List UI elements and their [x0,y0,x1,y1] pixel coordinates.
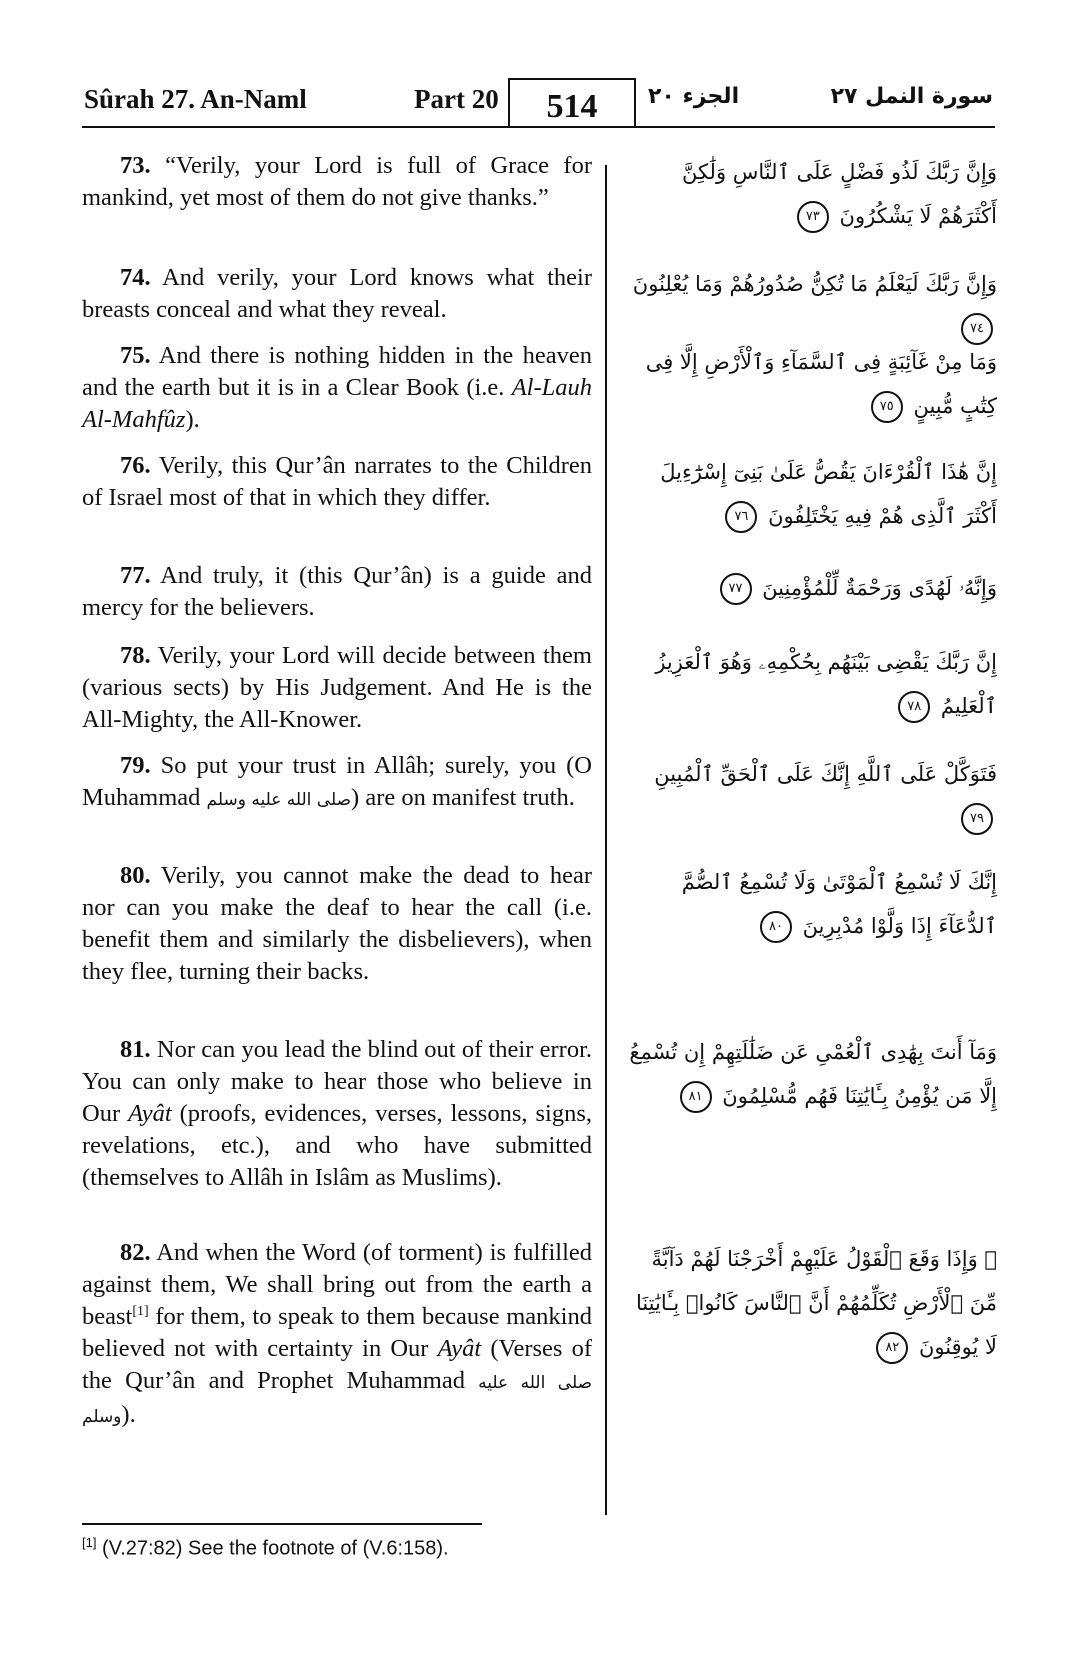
verse-end-marker: ٨١ [680,1081,712,1113]
verse-77-arabic [622,566,997,610]
verse-text: Verily, this Qur’ân narrates to the Children of Israel most of that in which they differ. [82,452,593,511]
verse-italic: Ayât [437,1335,482,1362]
verse-73-english [82,150,592,214]
column-divider [605,165,607,1515]
verse-number: 77. [120,562,151,589]
verse-number: 76. [120,452,151,479]
verse-73-arabic [622,150,997,238]
verse-text: And when the Word (of torment) is fulfilled against them, We shall bring out from the earth a beast [82,1239,593,1330]
verse-76-english [82,450,592,514]
verse-text: Verily, you cannot make the dead to hear nor can you make the deaf to hear the call (i.e. benefit them and similarly the disbelievers), when they flee, turning their backs. [82,862,592,985]
verse-81-english [82,1034,592,1194]
verse-text: (proofs, evidences, verses, lessons, signs, revelations, etc.), and who have submitted (themselves to Allâh in Islâm as Muslims). [82,1100,592,1191]
verse-end-marker: ٧٣ [797,201,829,233]
arabic-text: ۞ وَإِذَا وَقَعَ ٱلْقَوْلُ عَلَيْهِمْ أَخْرَجْنَا لَهُمْ دَآبَّةً مِّنَ ٱلْأَرْضِ تُكَلِّمُهُمْ أَنَّ ٱلنَّاسَ كَانُوا۟ بِـَٔايَٰتِنَا لَا يُوقِنُونَ [635,1247,997,1359]
footnote-reference[interactable]: [1] [132,1303,149,1319]
verse-78-english [82,640,592,736]
verse-text: for them, to speak to them because mankind believed not with certainty in Our [82,1303,592,1362]
arabic-text: إِنَّ هَٰذَا ٱلْقُرْءَانَ يَقُصُّ عَلَىٰ بَنِىٓ إِسْرَٰٓءِيلَ أَكْثَرَ ٱلَّذِى هُمْ فِيهِ يَخْتَلِفُونَ [660,460,997,528]
verse-82-arabic [622,1237,997,1369]
footnote-divider [82,1523,482,1525]
verse-number: 78. [120,642,151,669]
verse-79-arabic [622,752,997,840]
arabic-text: فَتَوَكَّلْ عَلَى ٱللَّهِ إِنَّكَ عَلَى ٱلْحَقِّ ٱلْمُبِينِ [654,762,997,786]
verse-end-marker: ٨٢ [876,1332,908,1364]
verse-78-arabic [622,640,997,728]
verse-text: So put your trust in Allâh; surely, you (O Muhammad [82,752,593,811]
verse-end-marker: ٧٩ [961,803,993,835]
verse-75-arabic [622,340,997,428]
arabic-text: وَإِنَّ رَبَّكَ لَيَعْلَمُ مَا تُكِنُّ صُدُورُهُمْ وَمَا يُعْلِنُونَ [632,272,997,296]
verse-end-marker: ٧٦ [725,501,757,533]
verse-text: And there is nothing hidden in the heaven and the earth but it is in a Clear Book (i.e. [82,342,592,401]
verse-74-arabic [622,262,997,350]
header-surah-title: Sûrah 27. An-Naml [84,84,307,114]
verse-text: ) are on manifest truth. [351,784,575,811]
verse-80-arabic [622,860,997,948]
verse-text: (Verses of the Qur’ân and Prophet Muhammad [82,1335,592,1394]
verse-italic: Ayât [128,1100,172,1127]
footnote [82,1535,449,1561]
footnote-text: (V.27:82) See the footnote of (V.6:158). [102,1537,449,1560]
verse-end-marker: ٧٤ [961,313,993,345]
arabic-text: إِنَّ رَبَّكَ يَقْضِى بَيْنَهُم بِحُكْمِهِۦ وَهُوَ ٱلْعَزِيزُ ٱلْعَلِيمُ [655,650,997,718]
header-juz-arabic: الجزء ٢٠ [648,84,740,109]
pbuh-honorific: صلى الله عليه وسلم [82,1373,593,1427]
verse-text: And truly, it (this Qur’ân) is a guide and mercy for the believers. [82,562,592,621]
verse-number: 73. [120,152,151,179]
verse-italic: Al-Lauh Al-Mahfûz [82,374,592,433]
header-divider [82,126,995,128]
verse-number: 75. [120,342,151,369]
verse-75-english [82,340,592,436]
footnote-mark: [1] [82,1535,97,1550]
verse-text: Verily, your Lord will decide between them (various sects) by His Judgement. And He is the All-Mighty, the All-Knower. [82,642,592,733]
verse-text: ). [121,1401,136,1428]
verse-76-arabic [622,450,997,538]
verse-number: 81. [120,1036,151,1063]
verse-81-arabic [622,1030,997,1118]
verse-82-english [82,1237,592,1433]
verse-end-marker: ٧٧ [720,573,752,605]
arabic-text: إِنَّكَ لَا تُسْمِعُ ٱلْمَوْتَىٰ وَلَا تُسْمِعُ ٱلصُّمَّ ٱلدُّعَآءَ إِذَا وَلَّوْا مُدْبِرِينَ [681,870,997,938]
verse-text: “Verily, your Lord is full of Grace for mankind, yet most of them do not give thanks.” [82,152,592,211]
verse-end-marker: ٧٨ [898,691,930,723]
arabic-text: وَإِنَّ رَبَّكَ لَذُو فَضْلٍ عَلَى ٱلنَّاسِ وَلَٰكِنَّ أَكْثَرَهُمْ لَا يَشْكُرُونَ [681,160,997,228]
verse-number: 79. [120,752,151,779]
verse-79-english [82,750,592,816]
verse-number: 80. [120,862,151,889]
arabic-text: وَإِنَّهُۥ لَهُدًى وَرَحْمَةٌ لِّلْمُؤْمِنِينَ [762,576,997,600]
verse-text: And verily, your Lord knows what their breasts conceal and what they reveal. [82,264,592,323]
verse-80-english [82,860,592,988]
pbuh-honorific: صلى الله عليه وسلم [206,790,352,810]
verse-number: 74. [120,264,151,291]
verse-77-english [82,560,592,624]
arabic-text: وَمَا مِنْ غَآئِبَةٍ فِى ٱلسَّمَآءِ وَٱلْأَرْضِ إِلَّا فِى كِتَٰبٍ مُّبِينٍ [645,350,997,418]
verse-end-marker: ٨٠ [760,911,792,943]
verse-text: Nor can you lead the blind out of their error. You can only make to hear those who believe in Our [82,1036,593,1127]
header-part: Part 20 [414,84,499,114]
page-number: 514 [508,78,636,128]
arabic-text: وَمَآ أَنتَ بِهَٰدِى ٱلْعُمْىِ عَن ضَلَٰلَتِهِمْ إِن تُسْمِعُ إِلَّا مَن يُؤْمِنُ بِـَٔايَٰتِنَا فَهُم مُّسْلِمُونَ [629,1040,997,1108]
header-surah-arabic: سورة النمل ٢٧ [830,84,993,109]
verse-74-english [82,262,592,326]
verse-text: ). [185,406,200,433]
verse-number: 82. [120,1239,151,1266]
verse-end-marker: ٧٥ [871,391,903,423]
